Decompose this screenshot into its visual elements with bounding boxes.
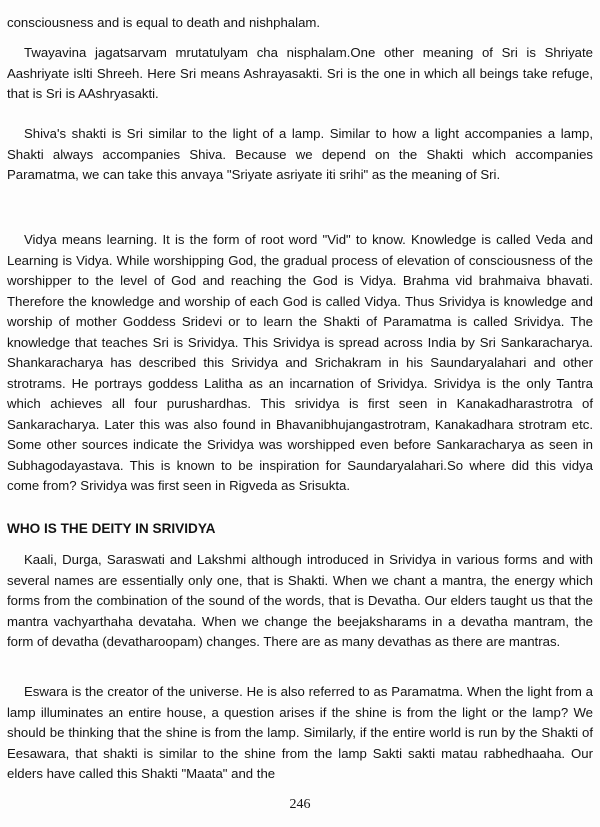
section-heading: WHO IS THE DEITY IN SRIVIDYA <box>7 521 216 536</box>
paragraph-vidya: Vidya means learning. It is the form of root word "Vid" to know. Knowledge is called Veda and Learning is Vidya. While worshipping God, the gradual process of elevation of consciousness of the worshipper to the level of God and reaching the God is Vidya. Brahma vid brahmaiva bhavati. Therefore the knowledge and worship of each God is called Vidya. Thus Srividya is knowledge and worship of mother Goddess Sridevi or to learn the Shakti of Paramatma is called Srividya. The knowledge that teaches Sri is Srividya. This Srividya is spread across India by Sri Sankaracharya. Shankaracharya has described this Srividya and Srichakram in his Saundaryalahari and other strotrams. He portrays goddess Lalitha as an incarnation of Srividya. Srividya is the only Tantra which achieves all four purushardhas. This srividya is first seen in Kanakadharastrotra of Sankaracharya. Later this was also found in Bhavanibhujangastrotram, Kanakadhara strotram etc. Some other sources indicate the Srividya was worshipped even before Sankaracharya as seen in Subhagodayastava. This is known to be inspiration for Saundaryalahari.So where did this vidya come from? Srividya was first seen in Rigveda as Srisukta. <box>7 232 593 493</box>
paragraph-deities: Kaali, Durga, Saraswati and Lakshmi although introduced in Srividya in various forms and with several names are essentially only one, that is Shakti. When we chant a mantra, the energy which forms from the combination of the sound of the words, that is Devatha. Our elders taught us that the mantra vachyarthaha devataha. When we change the beejaksharams in a devatha mantram, the form of devatha (devatharoopam) changes. There are as many devathas as there are mantras. <box>7 552 593 649</box>
paragraph-shiva-shakti: Shiva's shakti is Sri similar to the light of a lamp. Similar to how a light accompanies a lamp, Shakti always accompanies Shiva. Because we depend on the Shakti which accompanies Paramatma, we can take this anvaya "Sriyate asriyate iti srihi" as the meaning of Sri. <box>7 126 593 182</box>
page-number: 246 <box>289 797 311 812</box>
paragraph-continuation: consciousness and is equal to death and nishphalam. <box>7 15 321 30</box>
paragraph-eswara: Eswara is the creator of the universe. He is also referred to as Paramatma. When the light from a lamp illuminates an entire house, a question arises if the shine is from the light or the lamp? We should be thinking that the shine is from the lamp. Similarly, if the entire world is run by the Shakti of Eesawara, that shakti is similar to the shine from the lamp Sakti sakti matau rabhedhaaha. Our elders have called this Shakti "Maata" and the <box>7 684 593 781</box>
paragraph-sri-meaning: Twayavina jagatsarvam mrutatulyam cha nisphalam.One other meaning of Sri is Shriyate Aashriyate islti Shreeh. Here Sri means Ashrayasakti. Sri is the one in which all beings take refuge, that is Sri is AAshryasakti. <box>7 45 593 101</box>
